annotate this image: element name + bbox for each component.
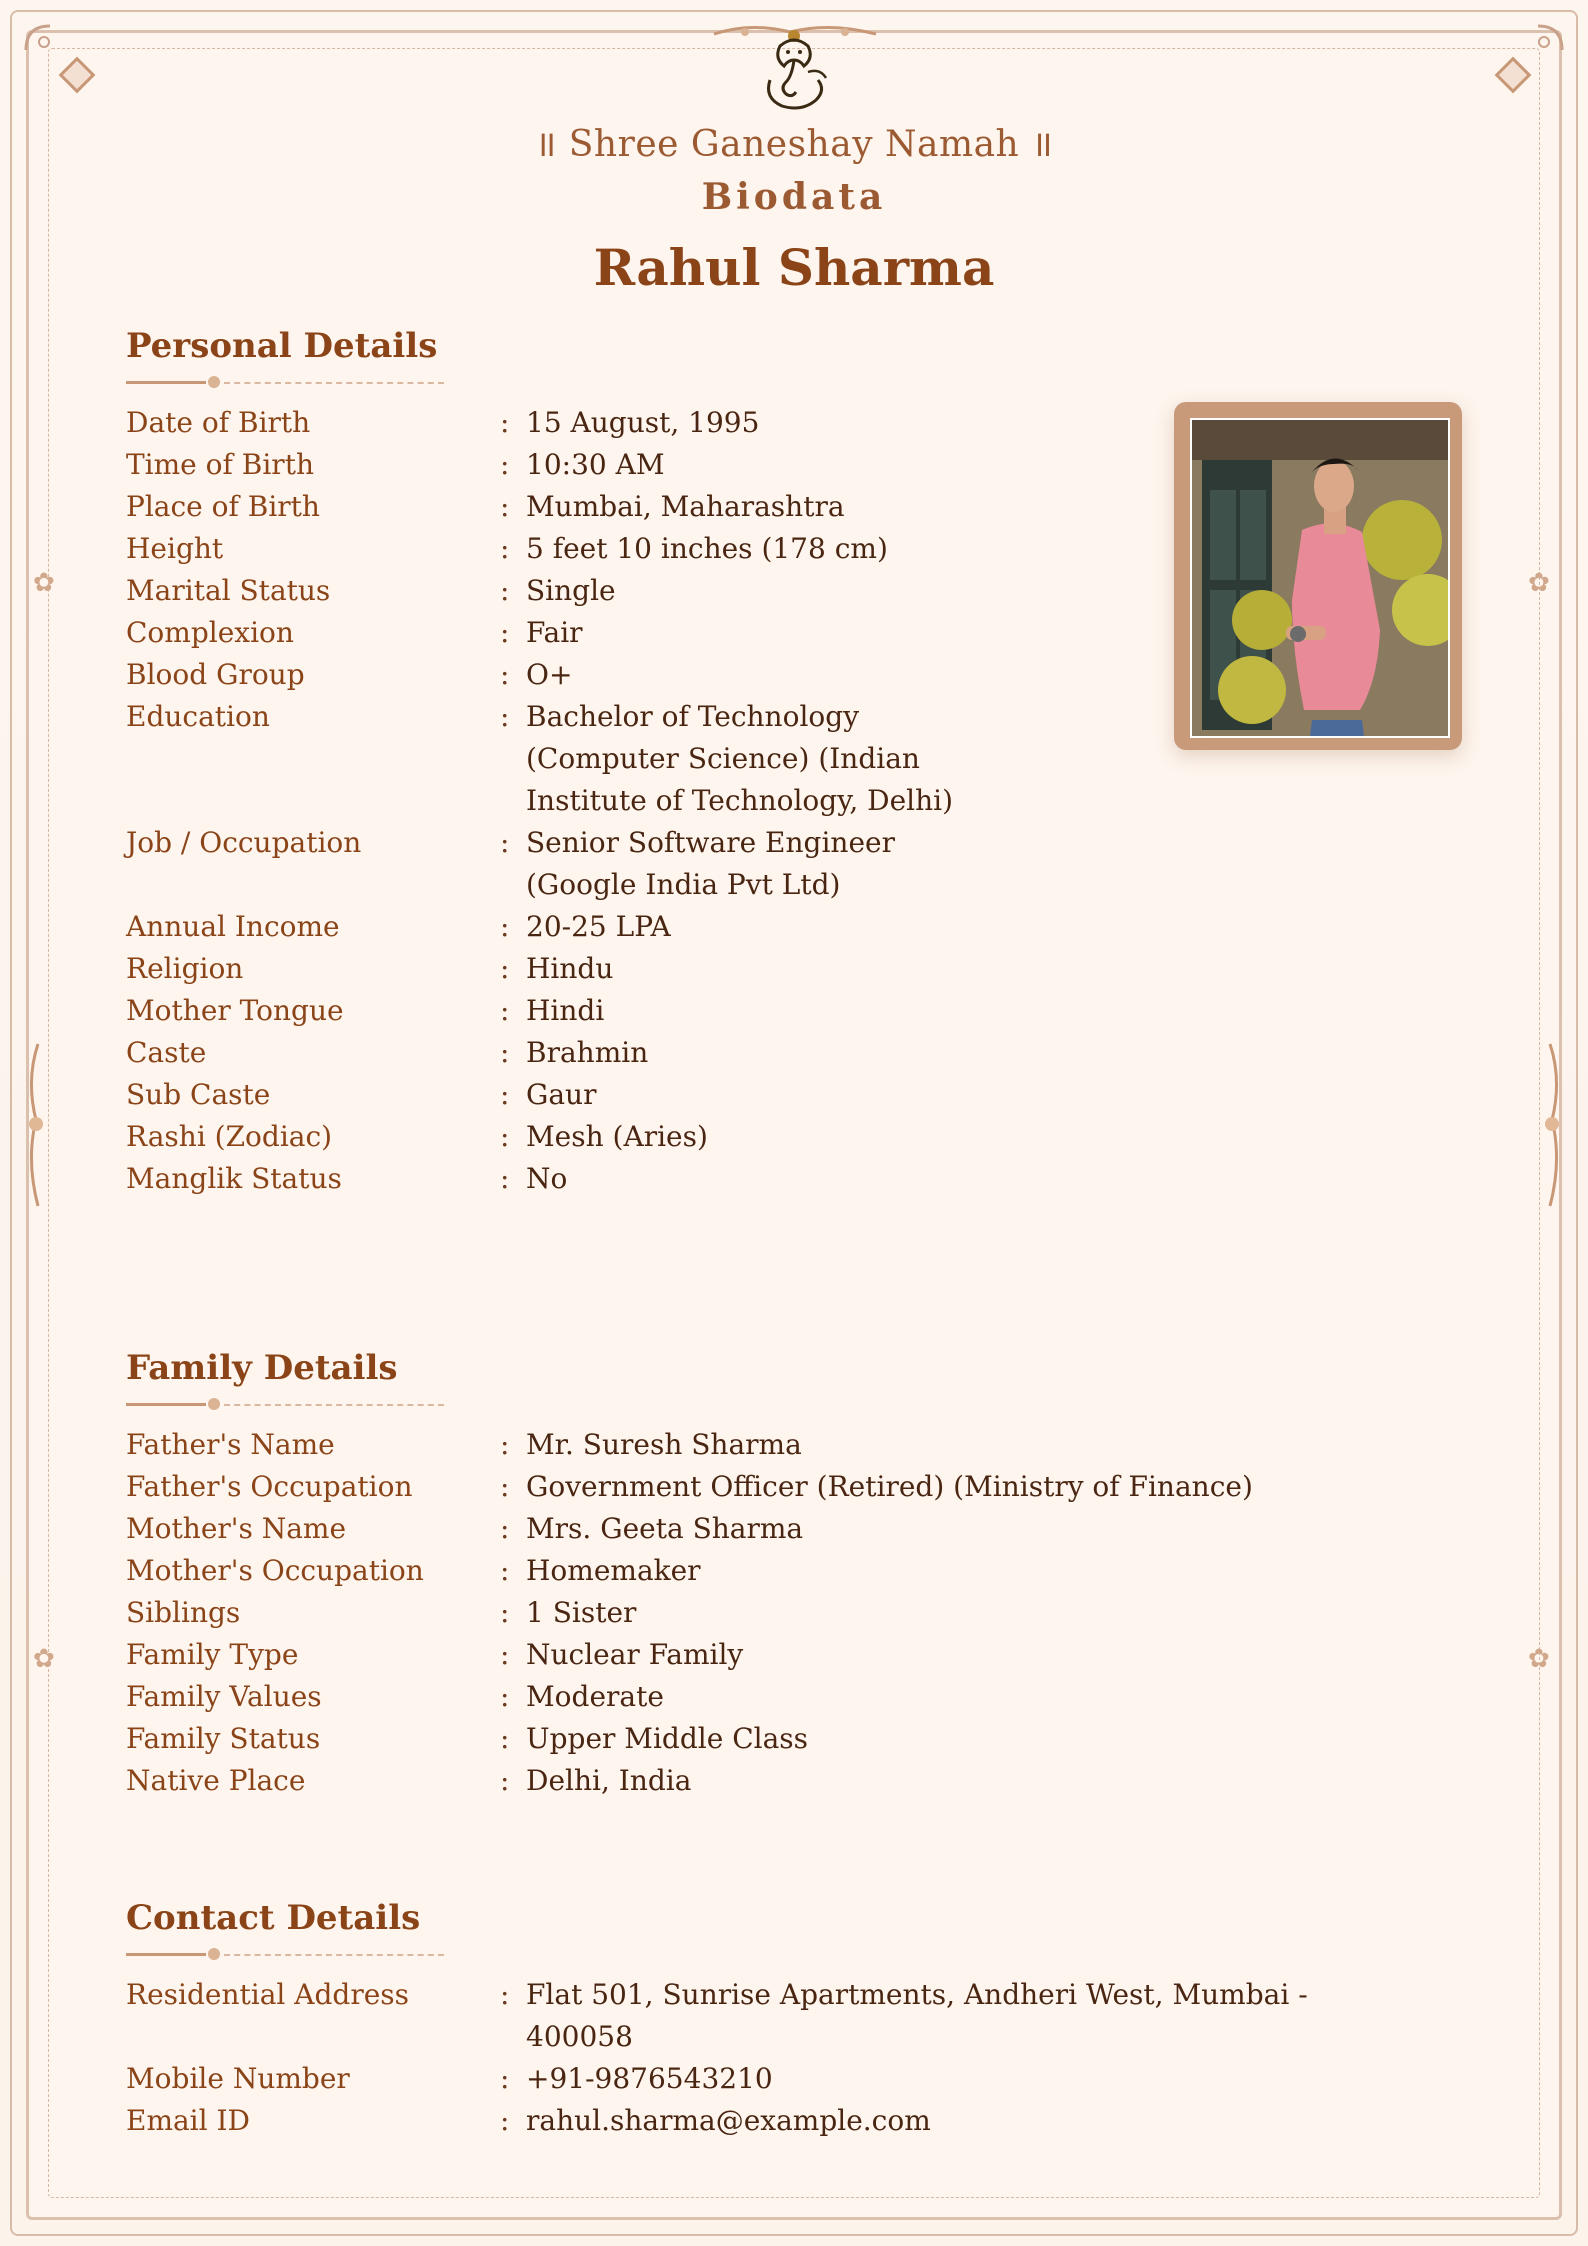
side-scroll-icon (24, 1040, 48, 1210)
detail-separator: : (500, 2104, 510, 2137)
detail-label: Mother Tongue (126, 994, 344, 1027)
detail-separator: : (500, 1722, 510, 1755)
detail-row (126, 444, 1376, 486)
detail-row (126, 822, 1376, 906)
detail-value: Mumbai, Maharashtra (526, 490, 845, 523)
detail-row (126, 1718, 1376, 1760)
detail-row (126, 2100, 1376, 2142)
section-title: Family Details (126, 1348, 398, 1388)
detail-separator: : (500, 1978, 510, 2011)
contact-details-section (126, 1898, 1376, 2142)
detail-separator: : (500, 1596, 510, 1629)
detail-separator: : (500, 1428, 510, 1461)
flower-icon: ✿ (33, 1644, 55, 1674)
detail-row (126, 1760, 1376, 1802)
corner-ornament-icon (22, 20, 62, 60)
detail-row (126, 654, 1376, 696)
detail-value: Fair (526, 616, 583, 649)
detail-value: 1 Sister (526, 1596, 637, 1629)
family-details-list (126, 1424, 1376, 1802)
detail-label: Siblings (126, 1596, 241, 1629)
detail-value: 5 feet 10 inches (178 cm) (526, 532, 888, 565)
detail-label: Education (126, 700, 270, 733)
flower-icon: ✿ (33, 568, 55, 598)
detail-value: Government Officer (Retired) (Ministry of Finance) (526, 1470, 1253, 1503)
detail-row (126, 1974, 1376, 2058)
detail-separator: : (500, 1554, 510, 1587)
detail-separator: : (500, 616, 510, 649)
detail-separator: : (500, 1078, 510, 1111)
detail-row (126, 528, 1376, 570)
invocation-text: ॥ Shree Ganeshay Namah ॥ (534, 124, 1054, 165)
detail-value: Homemaker (526, 1554, 701, 1587)
detail-row (126, 612, 1376, 654)
detail-label: Job / Occupation (126, 826, 362, 859)
section-divider (126, 1944, 446, 1964)
detail-separator: : (500, 994, 510, 1027)
detail-value: 10:30 AM (526, 448, 665, 481)
detail-row (126, 948, 1376, 990)
detail-value: Delhi, India (526, 1764, 692, 1797)
detail-value: 20-25 LPA (526, 910, 671, 943)
detail-label: Residential Address (126, 1978, 410, 2011)
detail-row (126, 1676, 1376, 1718)
detail-label: Religion (126, 952, 244, 985)
detail-label: Email ID (126, 2104, 251, 2137)
detail-separator: : (500, 448, 510, 481)
detail-value: Mrs. Geeta Sharma (526, 1512, 804, 1545)
detail-separator: : (500, 1638, 510, 1671)
detail-value: Mesh (Aries) (526, 1120, 708, 1153)
detail-label: Sub Caste (126, 1078, 271, 1111)
detail-row (126, 1074, 1376, 1116)
detail-label: Native Place (126, 1764, 306, 1797)
flower-icon: ✿ (1528, 1644, 1550, 1674)
detail-row (126, 1550, 1376, 1592)
detail-separator: : (500, 658, 510, 691)
detail-row (126, 570, 1376, 612)
detail-label: Complexion (126, 616, 294, 649)
detail-row (126, 402, 1376, 444)
detail-label: Caste (126, 1036, 207, 1069)
section-title: Contact Details (126, 1898, 421, 1938)
document-title: Biodata (701, 176, 887, 218)
detail-separator: : (500, 700, 510, 733)
detail-value: Mr. Suresh Sharma (526, 1428, 802, 1461)
detail-label: Father's Occupation (126, 1470, 413, 1503)
detail-label: Family Status (126, 1722, 321, 1755)
detail-separator: : (500, 1680, 510, 1713)
detail-label: Manglik Status (126, 1162, 342, 1195)
detail-value: Moderate (526, 1680, 664, 1713)
person-name: Rahul Sharma (593, 238, 995, 297)
detail-separator: : (500, 1036, 510, 1069)
detail-row (126, 696, 1376, 822)
detail-separator: : (500, 952, 510, 985)
detail-row (126, 1116, 1376, 1158)
detail-separator: : (500, 826, 510, 859)
detail-separator: : (500, 1764, 510, 1797)
contact-details-list (126, 1974, 1376, 2142)
detail-row (126, 1508, 1376, 1550)
detail-separator: : (500, 574, 510, 607)
detail-row (126, 1466, 1376, 1508)
detail-row (126, 990, 1376, 1032)
personal-details-section (126, 326, 1376, 1200)
detail-label: Mother's Occupation (126, 1554, 424, 1587)
detail-row (126, 906, 1376, 948)
detail-value: Nuclear Family (526, 1638, 744, 1671)
detail-row (126, 1032, 1376, 1074)
detail-separator: : (500, 1120, 510, 1153)
detail-value: Hindi (526, 994, 605, 1027)
detail-label: Marital Status (126, 574, 331, 607)
section-divider (126, 372, 446, 392)
detail-label: Rashi (Zodiac) (126, 1120, 333, 1153)
detail-label: Time of Birth (126, 448, 314, 481)
detail-separator: : (500, 406, 510, 439)
corner-ornament-icon (1526, 20, 1566, 60)
ganesh-icon (756, 24, 832, 114)
flower-icon: ✿ (1528, 568, 1550, 598)
detail-value: No (526, 1162, 568, 1195)
detail-row (126, 1592, 1376, 1634)
personal-details-list (126, 402, 1376, 1200)
detail-value: +91-9876543210 (526, 2062, 773, 2095)
detail-row (126, 1158, 1376, 1200)
section-title: Personal Details (126, 326, 438, 366)
detail-value: Gaur (526, 1078, 597, 1111)
detail-value: 15 August, 1995 (526, 406, 760, 439)
detail-label: Mother's Name (126, 1512, 347, 1545)
detail-label: Family Type (126, 1638, 299, 1671)
detail-value: Upper Middle Class (526, 1722, 809, 1755)
detail-value: rahul.sharma@example.com (526, 2104, 931, 2137)
detail-label: Height (126, 532, 224, 565)
detail-value: Hindu (526, 952, 614, 985)
detail-row (126, 1634, 1376, 1676)
detail-separator: : (500, 490, 510, 523)
detail-label: Blood Group (126, 658, 305, 691)
detail-value: Single (526, 574, 616, 607)
detail-label: Father's Name (126, 1428, 335, 1461)
detail-row (126, 1424, 1376, 1466)
detail-value: Flat 501, Sunrise Apartments, Andheri West, Mumbai - 400058 (526, 1978, 1308, 2053)
detail-label: Date of Birth (126, 406, 311, 439)
detail-separator: : (500, 1162, 510, 1195)
detail-value: O+ (526, 658, 573, 691)
detail-separator: : (500, 1470, 510, 1503)
section-divider (126, 1394, 446, 1414)
detail-separator: : (500, 1512, 510, 1545)
detail-separator: : (500, 2062, 510, 2095)
detail-separator: : (500, 532, 510, 565)
detail-label: Place of Birth (126, 490, 320, 523)
detail-value: Bachelor of Technology (Computer Science) (Indian Institute of Technology, Delhi) (526, 700, 953, 817)
family-details-section (126, 1348, 1376, 1802)
detail-value: Senior Software Engineer (Google India Pvt Ltd) (526, 826, 895, 901)
detail-label: Mobile Number (126, 2062, 350, 2095)
detail-value: Brahmin (526, 1036, 649, 1069)
detail-label: Annual Income (126, 910, 340, 943)
detail-row (126, 2058, 1376, 2100)
detail-separator: : (500, 910, 510, 943)
detail-label: Family Values (126, 1680, 322, 1713)
detail-row (126, 486, 1376, 528)
side-scroll-icon (1540, 1040, 1564, 1210)
